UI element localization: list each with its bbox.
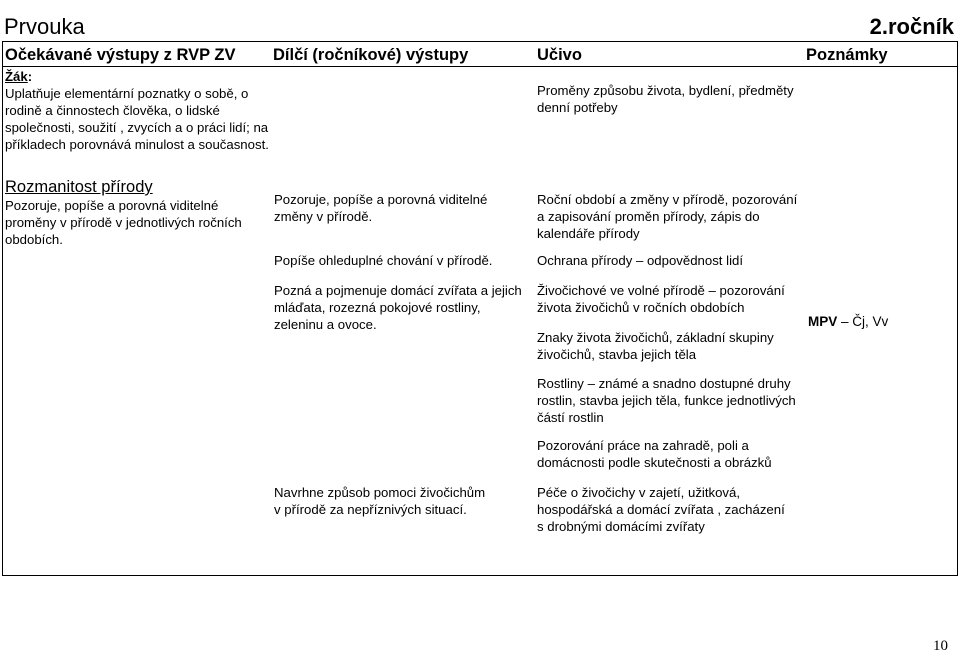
text-line: rodině a činnostech člověka, o lidské	[5, 103, 220, 118]
note-mpv: MPV	[808, 314, 838, 329]
text-line: Roční období a změny v přírodě, pozorování	[537, 192, 798, 207]
text-line: zeleninu a ovoce.	[274, 317, 377, 332]
text-line: Rostliny – známé a snadno dostupné druhy	[537, 376, 791, 391]
text-line: proměny v přírodě v jednotlivých ročních	[5, 215, 242, 230]
partial-output-2	[274, 252, 534, 269]
text-line: mláďata, rozezná pokojové rostliny,	[274, 300, 481, 315]
text-line: Pozoruje, popíše a porovná viditelné	[274, 192, 488, 207]
text-line: hospodářská a domácí zvířata , zacházení	[537, 502, 785, 517]
text-line: příkladech porovnává minulost a současnost.	[5, 137, 269, 152]
text-line: domácnosti podle skutečnosti a obrázků	[537, 455, 772, 470]
column-header-expected: Očekávané výstupy z RVP ZV	[5, 46, 236, 64]
text-line: v přírodě za nepříznivých situací.	[274, 502, 467, 517]
table-left-border	[2, 41, 3, 576]
curriculum-item-2	[537, 252, 812, 269]
header-row-border	[2, 66, 958, 67]
text-line: kalendáře přírody	[537, 226, 640, 241]
curriculum-item-6	[537, 437, 812, 471]
partial-output-1	[274, 191, 534, 225]
curriculum-item-1	[537, 191, 812, 242]
student-label	[5, 68, 32, 85]
text-line: částí rostlin	[537, 410, 604, 425]
text-line: Popíše ohleduplné chování v přírodě.	[274, 253, 493, 268]
table-bottom-border	[2, 575, 958, 576]
text-line: života živočichů v ročních obdobích	[537, 300, 745, 315]
note-subjects: – Čj, Vv	[837, 314, 889, 329]
text-line: s drobnými domácími zvířaty	[537, 519, 705, 534]
curriculum-item-4	[537, 329, 812, 363]
curriculum-item-7	[537, 484, 812, 535]
text-line: Znaky života živočichů, základní skupiny	[537, 330, 774, 345]
text-line: Pozná a pojmenuje domácí zvířata a jejich	[274, 283, 522, 298]
text-line: Ochrana přírody – odpovědnost lidí	[537, 253, 743, 268]
table-top-border	[2, 41, 958, 42]
grade-title: 2.ročník	[869, 14, 954, 39]
text-line: obdobích.	[5, 232, 63, 247]
text-line: Proměny způsobu života, bydlení, předměty	[537, 83, 794, 98]
text-line: změny v přírodě.	[274, 209, 373, 224]
text-line: živočichů, stavba jejich těla	[537, 347, 697, 362]
column-header-partial: Dílčí (ročníkové) výstupy	[273, 46, 469, 64]
page-number: 10	[933, 638, 948, 654]
partial-output-3	[274, 282, 534, 333]
student-label-text: Žák	[5, 69, 28, 84]
text-line: společnosti, soužití , zvycích a o práci lidí; na	[5, 120, 269, 135]
text-line: rostlin, stavba jejich těla, funkce jednotlivých	[537, 393, 796, 408]
student-label-colon: :	[27, 69, 33, 84]
column-header-notes: Poznámky	[806, 46, 888, 64]
curriculum-item-5	[537, 375, 812, 426]
text-line: Uplatňuje elementární poznatky o sobě, o	[5, 86, 249, 101]
column-header-curriculum: Učivo	[537, 46, 582, 64]
partial-output-4	[274, 484, 534, 518]
text-line: Živočichové ve volné přírodě – pozorování	[537, 283, 785, 298]
text-line: a zapisování proměn přírody, zápis do	[537, 209, 760, 224]
section2-heading: Rozmanitost přírody	[5, 178, 153, 196]
section1-expected-output	[5, 85, 270, 153]
subject-title: Prvouka	[4, 14, 85, 39]
text-line: Pozoruje, popíše a porovná viditelné	[5, 198, 219, 213]
curriculum-item-3	[537, 282, 812, 316]
text-line: Péče o živočichy v zajetí, užitková,	[537, 485, 741, 500]
section1-curriculum	[537, 82, 807, 116]
section2-expected-output	[5, 197, 270, 248]
text-line: Pozorování práce na zahradě, poli a	[537, 438, 749, 453]
note-cross-subject	[808, 314, 888, 329]
table-right-border	[957, 41, 958, 576]
text-line: Navrhne způsob pomoci živočichům	[274, 485, 486, 500]
text-line: denní potřeby	[537, 100, 618, 115]
